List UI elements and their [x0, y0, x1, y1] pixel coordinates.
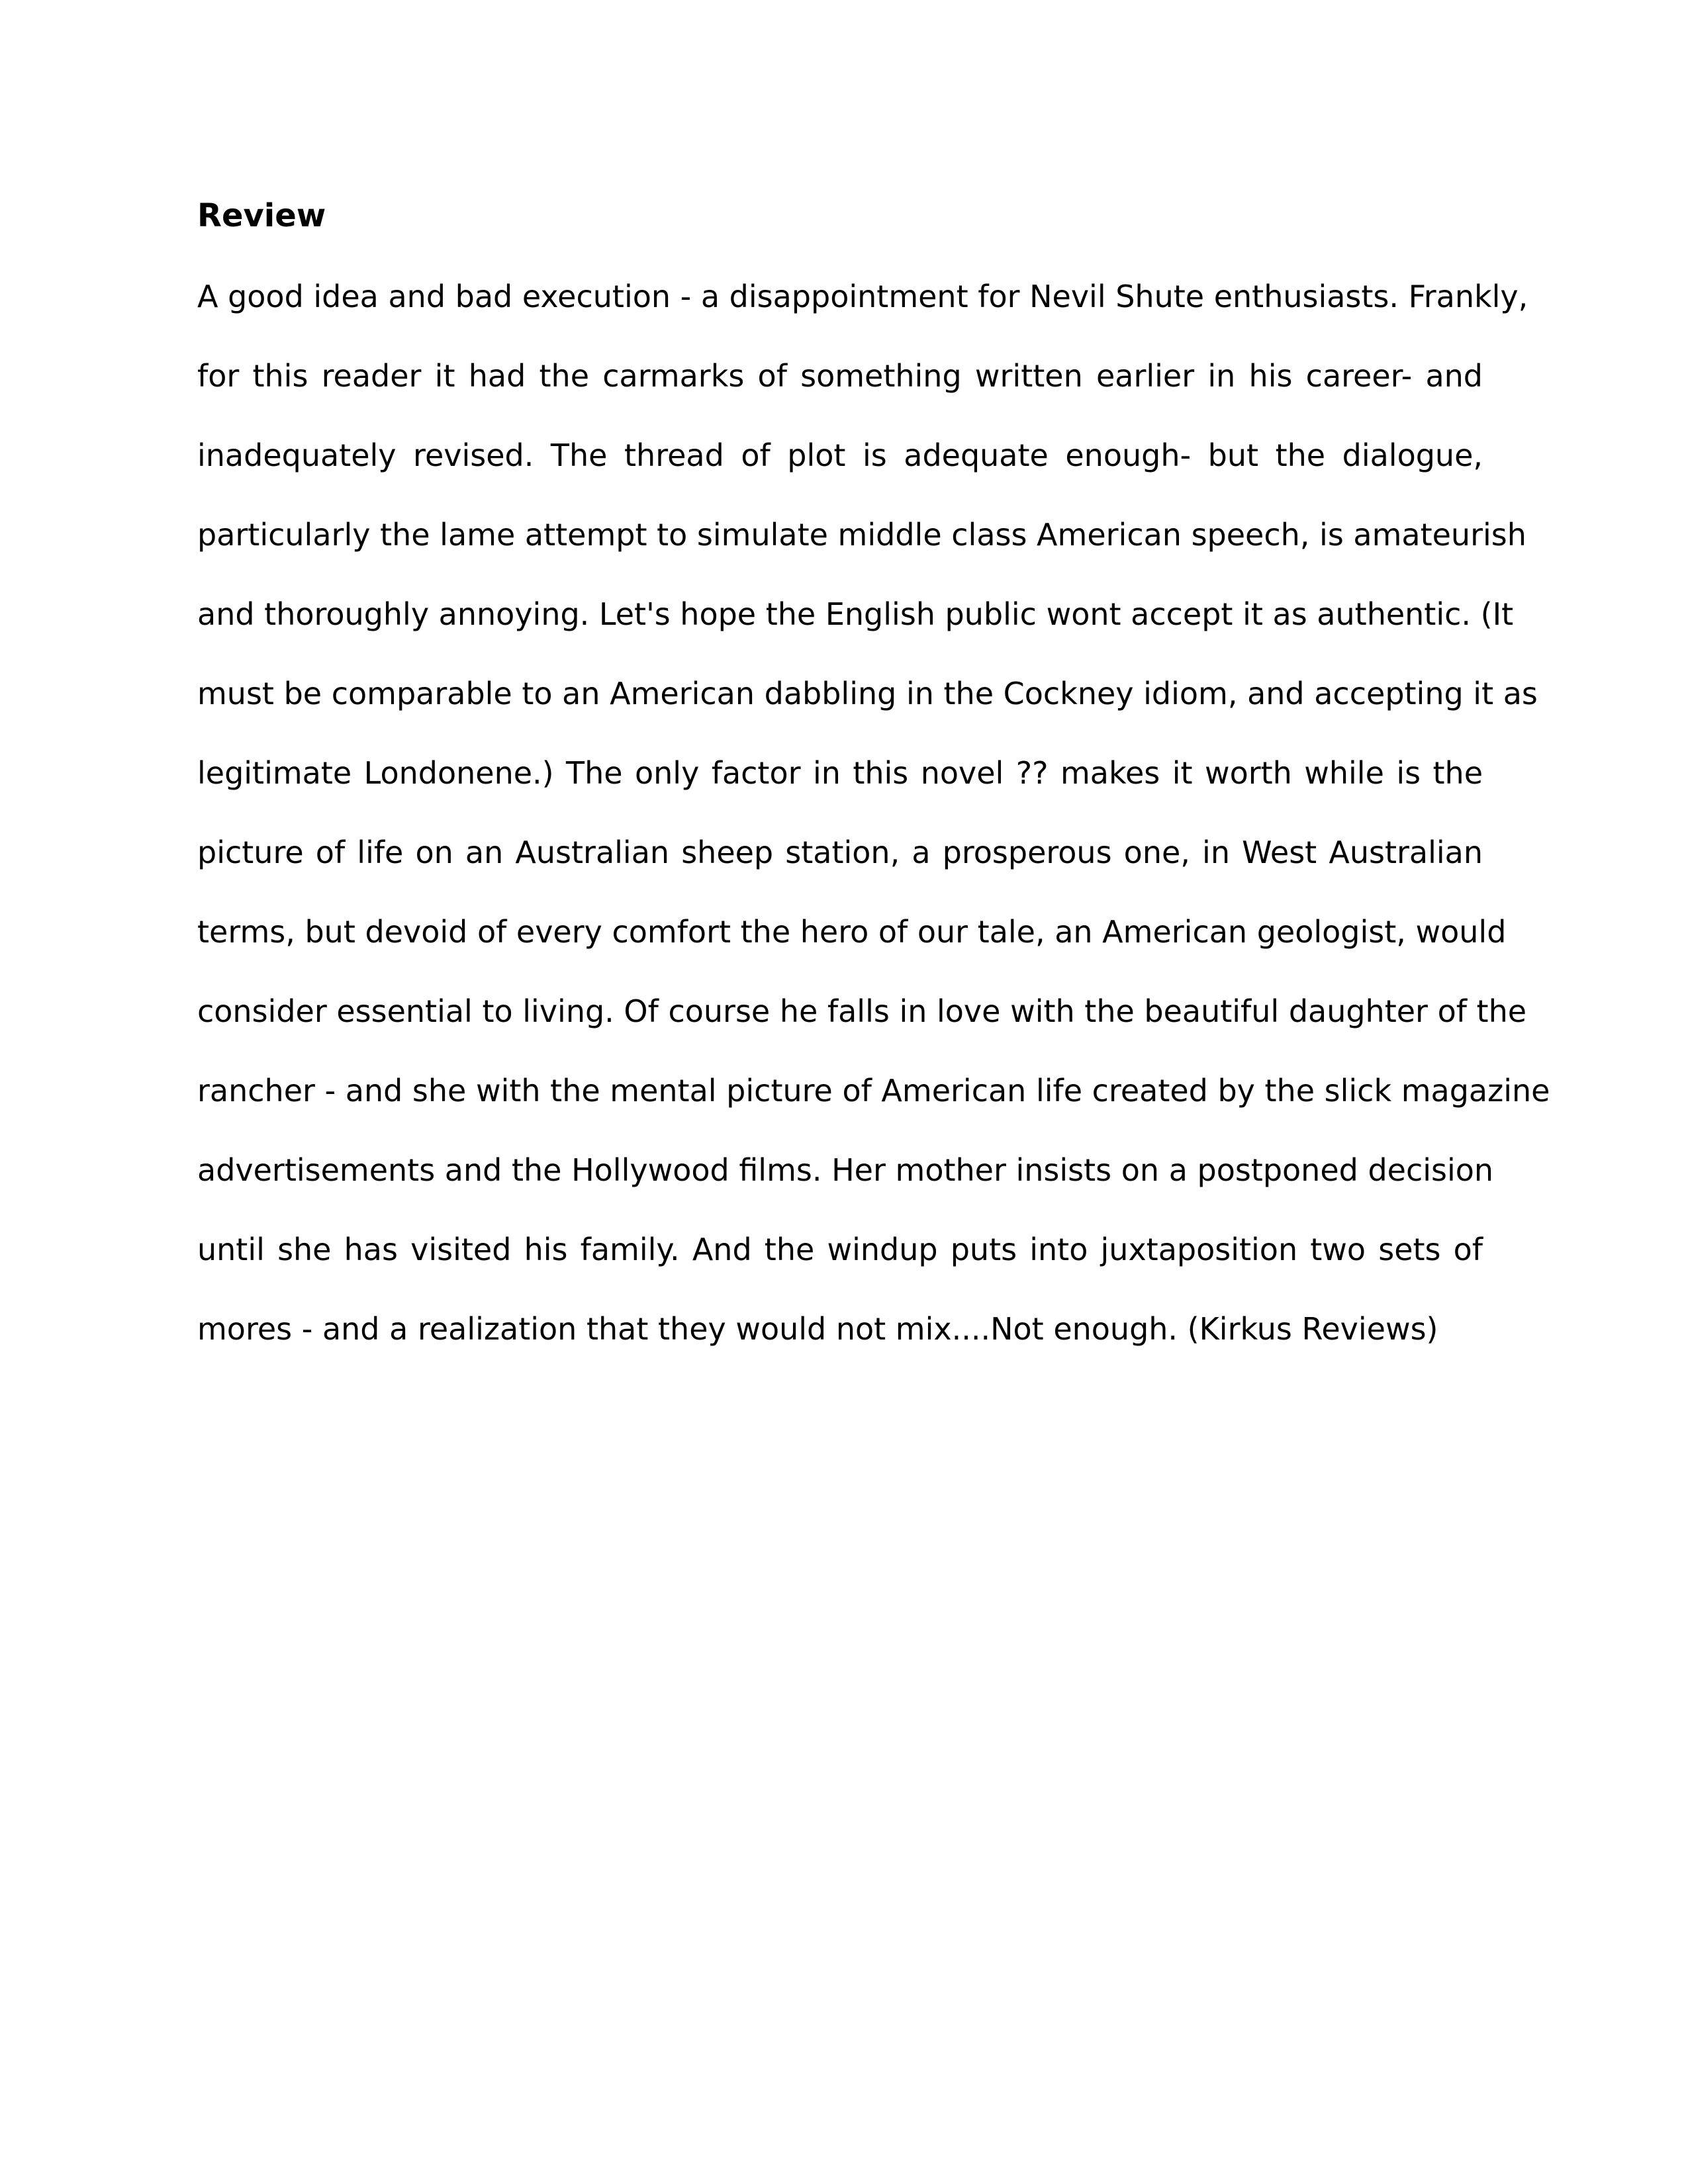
review-heading: Review [197, 197, 326, 234]
review-line: terms, but devoid of every comfort the hero of our tale, an American geologist, would [197, 914, 1507, 950]
review-line: picture of life on an Australian sheep station, a prosperous one, in West Australian [197, 835, 1483, 870]
review-line: and thoroughly annoying. Let's hope the English public wont accept it as authentic. (It [197, 596, 1514, 632]
review-line: particularly the lame attempt to simulate middle class American speech, is amateurish [197, 517, 1526, 553]
review-line: inadequately revised. The thread of plot is adequate enough- but the dialogue, [197, 437, 1483, 473]
review-line: must be comparable to an American dabbling in the Cockney idiom, and accepting it as [197, 676, 1538, 711]
review-line: until she has visited his family. And the windup puts into juxtaposition two sets of [197, 1232, 1483, 1267]
review-line: advertisements and the Hollywood films. Her mother insists on a postponed decision [197, 1152, 1494, 1188]
review-line: rancher - and she with the mental picture of American life created by the slick magazine [197, 1073, 1550, 1109]
review-line: legitimate Londonene.) The only factor in this novel ?? makes it worth while is the [197, 755, 1483, 791]
review-line: A good idea and bad execution - a disappointment for Nevil Shute enthusiasts. Frankly, [197, 279, 1528, 314]
review-line: for this reader it had the carmarks of something written earlier in his career- and [197, 358, 1483, 394]
review-line: consider essential to living. Of course he falls in love with the beautiful daughter of the [197, 993, 1527, 1029]
review-line: mores - and a realization that they would not mix....Not enough. (Kirkus Reviews) [197, 1311, 1438, 1347]
